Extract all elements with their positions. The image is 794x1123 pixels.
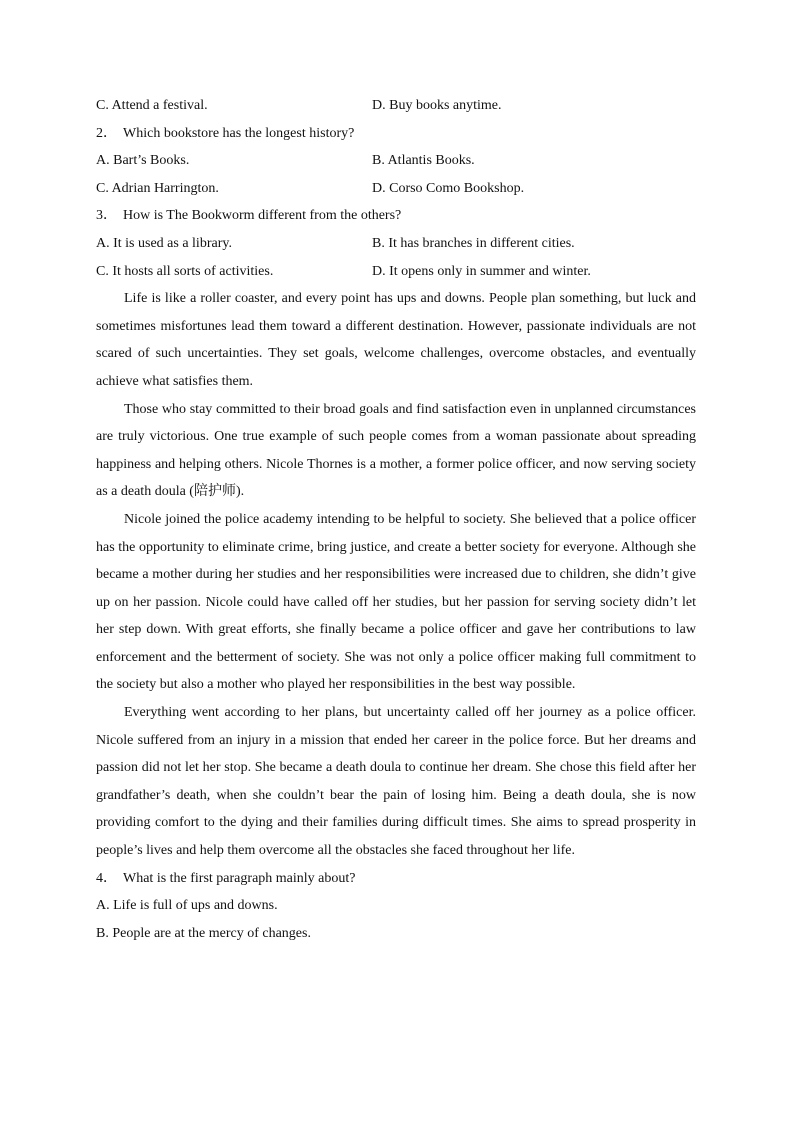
q2-stem-text: Which bookstore has the longest history? <box>123 125 355 141</box>
q2-options-cd <box>96 175 696 203</box>
q2-option-c: C. Adrian Harrington. <box>96 180 219 196</box>
q3-option-b: B. It has branches in different cities. <box>372 235 575 251</box>
q1-option-d: D. Buy books anytime. <box>372 98 502 113</box>
q4-number: 4． <box>96 870 117 886</box>
q2-options-ab <box>96 147 696 175</box>
q2-option-a: A. Bart’s Books. <box>96 153 190 169</box>
q3-number: 3． <box>96 208 117 224</box>
q1-option-c: C. Attend a festival. <box>96 98 208 113</box>
q3-stem <box>96 202 696 230</box>
q2-number: 2． <box>96 125 117 141</box>
q3-option-a: A. It is used as a library. <box>96 235 232 251</box>
document-page <box>96 92 696 947</box>
q3-stem-text: How is The Bookworm different from the others? <box>123 208 402 224</box>
q4-option-a: A. Life is full of ups and downs. <box>96 898 278 914</box>
passage-paragraph-2: Those who stay committed to their broad goals and find satisfaction even in unplanned circumstances are truly victorious. One true example of such people comes from a woman passionate about spreading happiness and helping others. Nicole Thornes is a mother, a former police officer, and now serving society as a death doula (陪护师). <box>96 401 696 500</box>
q4-option-b: B. People are at the mercy of changes. <box>96 925 311 941</box>
q2-option-d: D. Corso Como Bookshop. <box>372 180 525 196</box>
q4-stem-text: What is the first paragraph mainly about? <box>123 870 356 886</box>
q3-option-d: D. It opens only in summer and winter. <box>372 263 591 279</box>
q3-option-c: C. It hosts all sorts of activities. <box>96 263 274 279</box>
q3-options-ab <box>96 230 696 258</box>
passage-paragraph-4: Everything went according to her plans, but uncertainty called off her journey as a police officer. Nicole suffered from an injury in a mission that ended her career in the police force. But her dreams and passion did not let her stop. She became a death doula to continue her dream. She chose this field after her grandfather’s death, when she couldn’t bear the pain of losing him. Being a death doula, she is now providing comfort to the dying and their families during difficult times. She aims to spread prosperity in people’s lives and help them overcome all the obstacles she faced throughout her life. <box>96 705 696 859</box>
q3-options-cd <box>96 258 696 286</box>
q1-options-cd <box>96 92 696 120</box>
q2-stem <box>96 120 696 148</box>
q2-option-b: B. Atlantis Books. <box>372 153 475 169</box>
passage-paragraph-3: Nicole joined the police academy intending to be helpful to society. She believed that a police officer has the opportunity to eliminate crime, bring justice, and create a better society for everyone. Although she became a mother during her studies and her responsibilities were increased due to children, she didn’t give up on her passion. Nicole could have called off her studies, but her passion for serving society didn’t let her step down. With great efforts, she finally became a police officer and gave her contributions to law enforcement and the betterment of society. She was not only a police officer making full commitment to the society but also a mother who played her responsibilities in the best way possible. <box>96 511 696 693</box>
passage-paragraph-1: Life is like a roller coaster, and every point has ups and downs. People plan something, but luck and sometimes misfortunes lead them toward a different destination. However, passionate individuals are not scared of such uncertainties. They set goals, welcome challenges, overcome obstacles, and eventually achieve what satisfies them. <box>96 291 696 389</box>
q4-stem <box>96 865 696 893</box>
